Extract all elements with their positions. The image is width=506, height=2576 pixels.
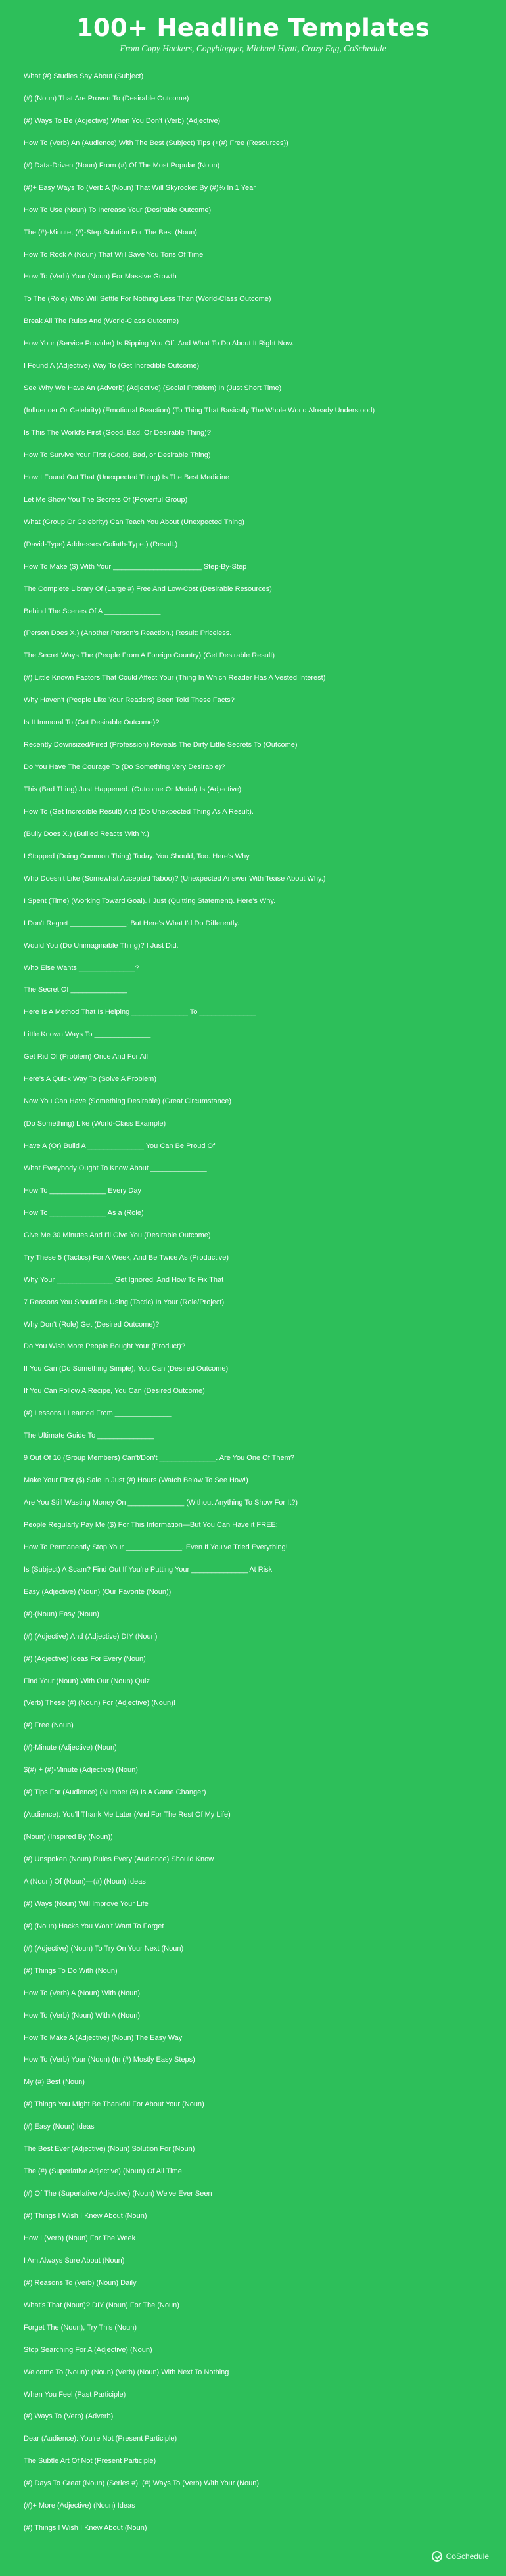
headline-template-item: (#) Ways To (Verb) (Adverb)	[24, 2412, 114, 2421]
headline-template-item: See Why We Have An (Adverb) (Adjective) (Social Problem) In (Just Short Time)	[24, 384, 282, 393]
headline-template-item: Have A (Or) Build A ______________ You Can Be Proud Of	[24, 1142, 216, 1150]
headline-template-item: People Regularly Pay Me ($) For This Information—But You Can Have it FREE:	[24, 1521, 278, 1529]
coschedule-check-icon	[432, 2551, 442, 2562]
headline-template-item: How Your (Service Provider) Is Ripping You Off. And What To Do About It Right Now.	[24, 340, 294, 348]
headline-template-item: I Found A (Adjective) Way To (Get Incredible Outcome)	[24, 362, 200, 370]
headline-template-item: (#) Reasons To (Verb) (Noun) Daily	[24, 2278, 137, 2287]
headline-template-item: Why Don't (Role) Get (Desired Outcome)?	[24, 1320, 160, 1329]
headline-template-item: The (#)-Minute, (#)-Step Solution For The Best (Noun)	[24, 228, 197, 236]
headline-template-item: (#) (Noun) Hacks You Won't Want To Forget	[24, 1922, 164, 1930]
headline-template-item: Give Me 30 Minutes And I'll Give You (Desirable Outcome)	[24, 1231, 211, 1239]
headline-template-item: (#) Free (Noun)	[24, 1721, 74, 1730]
footer-brand	[432, 2551, 489, 2562]
headline-template-item: When You Feel (Past Participle)	[24, 2390, 126, 2399]
headline-template-item: Recently Downsized/Fired (Profession) Reveals The Dirty Little Secrets To (Outcome)	[24, 741, 298, 749]
headline-template-item: (#) Little Known Factors That Could Affect Your (Thing In Which Reader Has A Vested Interest)	[24, 674, 326, 682]
headline-template-item: How To Make A (Adjective) (Noun) The Easy Way	[24, 2033, 183, 2042]
headline-template-item: How To (Verb) A (Noun) With (Noun)	[24, 1989, 141, 1997]
headline-template-item: (#) Data-Driven (Noun) From (#) Of The Most Popular (Noun)	[24, 161, 220, 169]
headline-template-item: Who Else Wants ______________?	[24, 964, 139, 972]
headline-template-item: If You Can Follow A Recipe, You Can (Desired Outcome)	[24, 1387, 205, 1396]
headline-template-item: Behind The Scenes Of A ______________	[24, 607, 161, 615]
headline-template-item: Is This The World's First (Good, Bad, Or Desirable Thing)?	[24, 429, 211, 437]
headline-template-item: Little Known Ways To ______________	[24, 1031, 151, 1039]
headline-template-item: What (#) Studies Say About (Subject)	[24, 72, 144, 80]
headline-template-item: Find Your (Noun) With Our (Noun) Quiz	[24, 1677, 150, 1685]
headline-template-item: How I (Verb) (Noun) For The Week	[24, 2234, 136, 2242]
headline-template-item: (Bully Does X.) (Bullied Reacts With Y.)	[24, 830, 149, 838]
page-subtitle: From Copy Hackers, Copyblogger, Michael Hyatt, Crazy Egg, CoSchedule	[120, 43, 386, 53]
headline-template-item: A (Noun) Of (Noun)—(#) (Noun) Ideas	[24, 1877, 146, 1886]
headline-template-item: Are You Still Wasting Money On ______________ (Without Anything To Show For It?)	[24, 1499, 298, 1507]
headline-template-item: (#) (Adjective) And (Adjective) DIY (Noun)	[24, 1632, 158, 1641]
headline-template-item: (#) Things I Wish I Knew About (Noun)	[24, 2212, 147, 2220]
headline-template-item: What Everybody Ought To Know About ______________	[24, 1164, 207, 1172]
headline-template-item: I Am Always Sure About (Noun)	[24, 2256, 125, 2265]
headline-template-item: $(#) + (#)-Minute (Adjective) (Noun)	[24, 1766, 138, 1775]
headline-template-item: (Verb) These (#) (Noun) For (Adjective) (Noun)!	[24, 1699, 175, 1708]
headline-template-item: How To (Verb) (Noun) With A (Noun)	[24, 2011, 141, 2020]
headline-template-item: The Secret Of ______________	[24, 986, 127, 994]
headline-template-item: Why Your ______________ Get Ignored, And How To Fix That	[24, 1276, 224, 1284]
headline-template-item: Try These 5 (Tactics) For A Week, And Be Twice As (Productive)	[24, 1253, 229, 1262]
headline-template-item: (#) (Noun) That Are Proven To (Desirable Outcome)	[24, 94, 189, 102]
headline-template-item: Is (Subject) A Scam? Find Out If You're Putting Your ______________ At Risk	[24, 1565, 273, 1574]
headline-template-item: (#)-Minute (Adjective) (Noun)	[24, 1744, 117, 1752]
headline-template-item: How To Use (Noun) To Increase Your (Desirable Outcome)	[24, 206, 212, 214]
headline-template-item: How To (Verb) Your (Noun) For Massive Growth	[24, 273, 177, 281]
headline-template-item: How To Permanently Stop Your ______________, Even If You've Tried Everything!	[24, 1543, 288, 1551]
headline-template-item: How To Survive Your First (Good, Bad, or Desirable Thing)	[24, 451, 211, 459]
headline-template-item: (#) Days To Great (Noun) (Series #): (#) Ways To (Verb) With Your (Noun)	[24, 2479, 260, 2488]
headline-template-item: Now You Can Have (Something Desirable) (Great Circumstance)	[24, 1098, 232, 1106]
headline-template-item: The Secret Ways The (People From A Foreign Country) (Get Desirable Result)	[24, 652, 275, 660]
headline-template-item: (#) (Adjective) (Noun) To Try On Your Next (Noun)	[24, 1944, 184, 1953]
headline-template-item: I Spent (Time) (Working Toward Goal). I Just (Quitting Statement). Here's Why.	[24, 897, 276, 905]
headline-template-item: The Ultimate Guide To ______________	[24, 1432, 154, 1440]
headline-template-item: (#) (Adjective) Ideas For Every (Noun)	[24, 1654, 146, 1663]
page-title: 100+ Headline Templates	[76, 14, 430, 42]
headline-template-item: 7 Reasons You Should Be Using (Tactic) In Your (Role/Project)	[24, 1298, 225, 1306]
headline-template-item: Why Haven't (People Like Your Readers) Been Told These Facts?	[24, 696, 235, 705]
headline-template-item: Dear (Audience): You're Not (Present Participle)	[24, 2435, 177, 2443]
headline-template-item: How I Found Out That (Unexpected Thing) Is The Best Medicine	[24, 473, 230, 481]
headline-template-item: (Influencer Or Celebrity) (Emotional Reaction) (To Thing That Basically The Whole World Already Understood)	[24, 407, 375, 415]
headline-template-item: (#) Lessons I Learned From ______________	[24, 1410, 172, 1418]
headline-template-item: (#) Things To Do With (Noun)	[24, 1966, 118, 1975]
headline-template-item: (#)+ More (Adjective) (Noun) Ideas	[24, 2502, 135, 2510]
headline-template-item: Here's A Quick Way To (Solve A Problem)	[24, 1075, 157, 1084]
headline-template-item: (#) Ways (Noun) Will Improve Your Life	[24, 1899, 149, 1908]
headline-template-item: (#) Unspoken (Noun) Rules Every (Audience) Should Know	[24, 1855, 214, 1863]
headline-template-item: To The (Role) Who Will Settle For Nothing Less Than (World-Class Outcome)	[24, 295, 271, 303]
headline-template-item: Welcome To (Noun): (Noun) (Verb) (Noun) With Next To Nothing	[24, 2368, 229, 2376]
headline-template-item: (Noun) (Inspired By (Noun))	[24, 1833, 113, 1842]
headline-template-item: 9 Out Of 10 (Group Members) Can't/Don't ______________. Are You One Of Them?	[24, 1454, 294, 1463]
headline-template-item: (#) Easy (Noun) Ideas	[24, 2123, 95, 2131]
headline-template-item: The Complete Library Of (Large #) Free And Low-Cost (Desirable Resources)	[24, 585, 272, 593]
brand-name: CoSchedule	[446, 2552, 489, 2561]
headline-template-item: (#) Things You Might Be Thankful For About Your (Noun)	[24, 2100, 204, 2109]
headline-template-item: (#) Tips For (Audience) (Number (#) Is A Game Changer)	[24, 1788, 206, 1797]
headline-template-item: Is It Immoral To (Get Desirable Outcome)?	[24, 719, 160, 727]
headline-template-item: How To (Get Incredible Result) And (Do Unexpected Thing As A Result).	[24, 807, 254, 816]
headline-template-item: (#) Things I Wish I Knew About (Noun)	[24, 2524, 147, 2533]
headline-template-item: Let Me Show You The Secrets Of (Powerful Group)	[24, 495, 188, 504]
headline-template-item: The (#) (Superlative Adjective) (Noun) Of All Time	[24, 2167, 182, 2176]
headline-template-list	[0, 72, 486, 2546]
headline-template-item: If You Can (Do Something Simple), You Can (Desired Outcome)	[24, 1365, 229, 1373]
headline-template-item: Do You Wish More People Bought Your (Product)?	[24, 1343, 185, 1351]
headline-template-item: (Audience): You'll Thank Me Later (And For The Rest Of My Life)	[24, 1811, 231, 1819]
headline-template-item: (#) Of The (Superlative Adjective) (Noun) We've Ever Seen	[24, 2190, 212, 2198]
headline-template-item: This (Bad Thing) Just Happened. (Outcome Or Medal) Is (Adjective).	[24, 786, 244, 793]
headline-template-item: (David-Type) Addresses Goliath-Type.) (Result.)	[24, 540, 178, 548]
headline-template-item: I Stopped (Doing Common Thing) Today. You Should, Too. Here's Why.	[24, 852, 251, 860]
headline-template-item: (#)+ Easy Ways To (Verb A (Noun) That Will Skyrocket By (#)% In 1 Year	[24, 183, 256, 192]
headline-template-item: Here Is A Method That Is Helping ______________ To ______________	[24, 1008, 256, 1017]
headline-template-item: Stop Searching For A (Adjective) (Noun)	[24, 2345, 152, 2354]
header	[0, 0, 506, 53]
headline-template-item: My (#) Best (Noun)	[24, 2078, 85, 2087]
headline-template-item: Make Your First ($) Sale In Just (#) Hours (Watch Below To See How!)	[24, 1477, 248, 1485]
headline-template-item: What (Group Or Celebrity) Can Teach You About (Unexpected Thing)	[24, 518, 244, 526]
headline-template-item: (Do Something) Like (World-Class Example)	[24, 1120, 166, 1128]
headline-template-item: Get Rid Of (Problem) Once And For All	[24, 1053, 148, 1061]
headline-template-item: What's That (Noun)? DIY (Noun) For The (Noun)	[24, 2301, 179, 2309]
headline-template-item: How To Rock A (Noun) That Will Save You Tons Of Time	[24, 250, 204, 259]
headline-template-item: Do You Have The Courage To (Do Something Very Desirable)?	[24, 763, 225, 772]
headline-template-item: Would You (Do Unimaginable Thing)? I Just Did.	[24, 941, 179, 950]
headline-template-item: How To (Verb) Your (Noun) (In (#) Mostly Easy Steps)	[24, 2056, 195, 2064]
headline-template-item: The Best Ever (Adjective) (Noun) Solution For (Noun)	[24, 2145, 195, 2154]
headline-template-item: The Subtle Art Of Not (Present Participle)	[24, 2457, 156, 2466]
headline-template-item: (Person Does X.) (Another Person's Reaction.) Result: Priceless.	[24, 629, 232, 638]
headline-template-item: How To Make ($) With Your ______________________ Step-By-Step	[24, 562, 247, 571]
headline-template-item: (#) Ways To Be (Adjective) When You Don't (Verb) (Adjective)	[24, 116, 221, 125]
headline-template-item: (#)-(Noun) Easy (Noun)	[24, 1610, 99, 1618]
headline-template-item: How To (Verb) An (Audience) With The Best (Subject) Tips (+(#) Free (Resources))	[24, 139, 288, 147]
headline-template-item: Forget The (Noun), Try This (Noun)	[24, 2323, 137, 2332]
headline-template-item: How To ______________ As a (Role)	[24, 1209, 144, 1217]
headline-template-item: Easy (Adjective) (Noun) (Our Favorite (Noun))	[24, 1588, 172, 1596]
headline-template-item: I Don't Regret ______________. But Here's What I'd Do Differently.	[24, 919, 240, 927]
headline-template-item: Who Doesn't Like (Somewhat Accepted Taboo)? (Unexpected Answer With Tease About Why.)	[24, 874, 326, 883]
headline-template-item: How To ______________ Every Day	[24, 1186, 141, 1195]
headline-template-item: Break All The Rules And (World-Class Outcome)	[24, 317, 179, 326]
